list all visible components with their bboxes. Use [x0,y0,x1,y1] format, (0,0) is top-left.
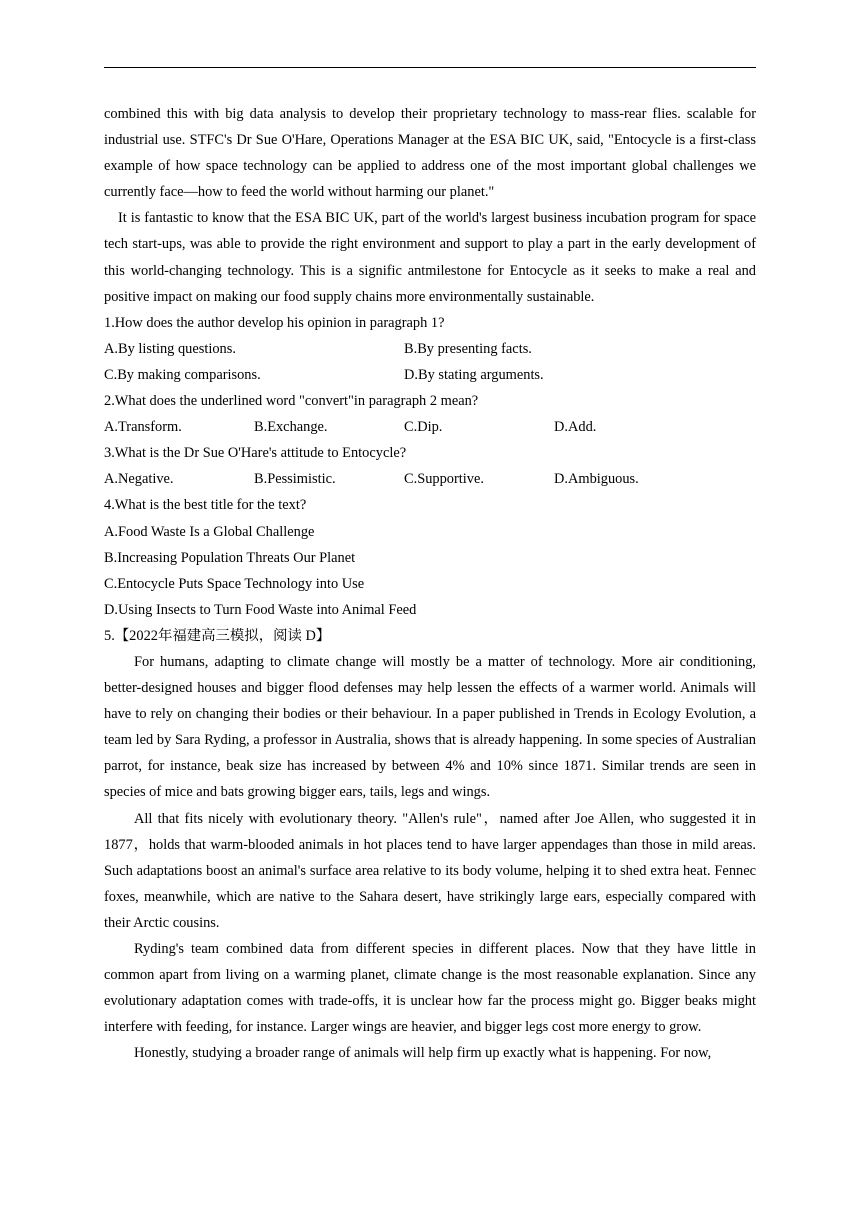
option-b: B.Exchange. [254,419,328,436]
option-b: B.By presenting facts. [404,340,532,357]
option-c: C.By making comparisons. [104,366,261,383]
option-b: B.Pessimistic. [254,471,336,488]
option-a: A.Transform. [104,419,182,436]
passage-paragraph: All that fits nicely with evolutionary theory. "Allen's rule"，named after Joe Allen, who suggested it in 1877，holds that warm-blooded animals in hot places tend to have larger appendages than those in mild areas. Such adaptations boost an animal's surface area relative to its body volume, helping it to shed extra heat. Fennec foxes, meanwhile, which are native to the Sahara desert, have strikingly large ears, especially compared with their Arctic cousins. [104,810,756,931]
option-d: D.Using Insects to Turn Food Waste into Animal Feed [104,601,417,618]
option-d: D.By stating arguments. [404,366,544,383]
header-rule [104,67,756,68]
passage-paragraph: It is fantastic to know that the ESA BIC UK, part of the world's largest business incubation program for space tech start-ups, was able to provide the right environment and support to play a part in the early development of this world-changing technology. This is a signific antmilestone for Entocycle as it seeks to make a real and positive impact on making our food supply chains more environmentally sustainable. [104,210,756,305]
passage-paragraph: Honestly, studying a broader range of animals will help firm up exactly what is happening. For now, [134,1045,712,1062]
question-options [104,362,756,388]
question-stem: 4.What is the best title for the text? [104,497,307,514]
question-options [104,466,756,492]
passage-paragraph: For humans, adapting to climate change will mostly be a matter of technology. More air conditioning, better-designed houses and bigger flood defenses may help lessen the effects of a warmer world. Animals will have to rely on changing their bodies or their behaviour. In a paper published in Trends in Ecology Evolution, a team led by Sara Ryding, a professor in Australia, shows that is already happening. In some species of Australian parrot, for instance, beak size has increased by between 4% and 10% since 1871. Similar trends are seen in species of mice and bats growing bigger ears, tails, legs and wings. [104,653,756,801]
option-d: D.Add. [554,419,597,436]
option-a: A.By listing questions. [104,340,236,357]
option-c: C.Entocycle Puts Space Technology into Use [104,575,365,592]
option-a: A.Food Waste Is a Global Challenge [104,523,315,540]
question-options [104,336,756,362]
option-c: C.Dip. [404,419,443,436]
document-body [104,101,756,1066]
passage-paragraph: Ryding's team combined data from different species in different places. Now that they have little in common apart from living on a warming planet, climate change is the most reasonable explanation. Since any evolutionary adaptation comes with trade-offs, it is unclear how far the process might go. Bigger beaks might interfere with feeding, for instance. Larger wings are heavier, and bigger legs cost more energy to grow. [104,941,756,1036]
question-stem: 3.What is the Dr Sue O'Hare's attitude to Entocycle? [104,445,407,462]
question-options [104,414,756,440]
question-stem: 1.How does the author develop his opinion in paragraph 1? [104,314,445,331]
section-heading: 5.【2022年福建高三模拟，阅读 D】 [104,627,331,644]
option-b: B.Increasing Population Threats Our Planet [104,549,356,566]
option-a: A.Negative. [104,471,174,488]
option-d: D.Ambiguous. [554,471,639,488]
option-c: C.Supportive. [404,471,484,488]
question-stem: 2.What does the underlined word "convert"in paragraph 2 mean? [104,393,479,410]
passage-paragraph: combined this with big data analysis to develop their proprietary technology to mass-rear flies. scalable for industrial use. STFC's Dr Sue O'Hare, Operations Manager at the ESA BIC UK, said, "Entocycle is a first-class example of how space technology can be applied to address one of the most important global challenges we currently face—how to feed the world without harming our planet." [104,106,756,201]
